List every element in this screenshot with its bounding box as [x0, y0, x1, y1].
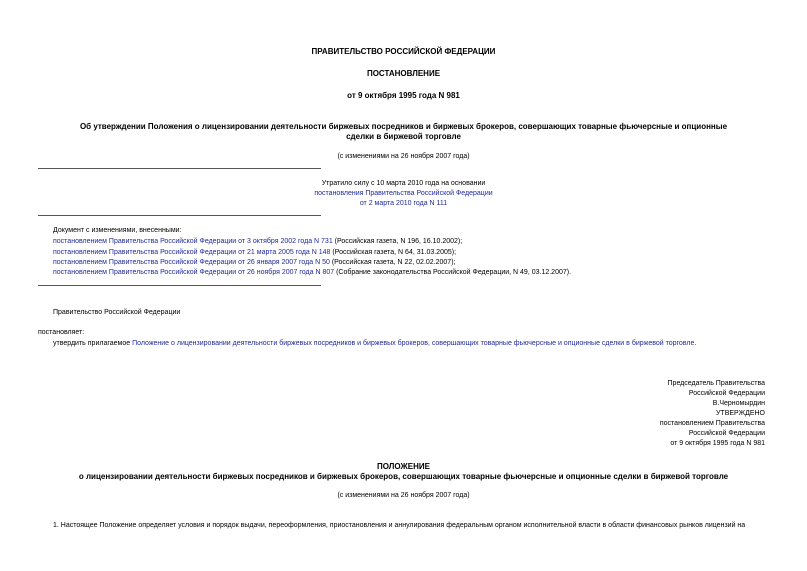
amendment-source: (Собрание законодательства Российской Федерации, N 49, 03.12.2007).: [334, 269, 572, 276]
amendment-item: [53, 269, 571, 276]
signature-line: постановлением Правительства: [659, 420, 765, 427]
approve-clause: утвердить прилагаемое Положение о лицензировании деятельности биржевых посредников и биржевых брокеров, совершающих товарные фьючерсные и опционные сделки в биржевой торговле.: [53, 340, 697, 347]
signature-line: УТВЕРЖДЕНО: [715, 410, 765, 417]
signature-line: В.Черномырдин: [712, 400, 765, 407]
amendments-intro: Документ с изменениями, внесенными:: [53, 227, 182, 234]
signature-line: Председатель Правительства: [667, 380, 765, 387]
amendment-source: (Российская газета, N 64, 31.03.2005);: [330, 249, 457, 256]
divider: [38, 168, 321, 169]
document-date-number: от 9 октября 1995 года N 981: [347, 91, 460, 100]
signature-line: Российской Федерации: [688, 430, 765, 437]
signature-line: от 9 октября 1995 года N 981: [670, 440, 765, 447]
amended-note: (с изменениями на 26 ноября 2007 года): [337, 153, 470, 160]
regulation-subheading: о лицензировании деятельности биржевых посредников и биржевых брокеров, совершающих товарные фьючерсные и опционные сделки в биржевой торговле: [78, 472, 729, 481]
expired-link-line2[interactable]: от 2 марта 2010 года N 111: [359, 200, 448, 207]
divider: [38, 215, 321, 216]
document-type: ПОСТАНОВЛЕНИЕ: [366, 69, 441, 78]
document-title-line1: Об утверждении Положения о лицензировании деятельности биржевых посредников и биржевых брокеров, совершающих товарные фьючерсные и опционные: [79, 122, 728, 131]
expired-link-line1[interactable]: постановления Правительства Российской Федерации: [314, 190, 493, 197]
amendment-link[interactable]: постановлением Правительства Российской Федерации от 26 ноября 2007 года N 807: [53, 269, 335, 276]
amendment-source: (Российская газета, N 22, 02.02.2007);: [329, 259, 456, 266]
signature-line: Российской Федерации: [688, 390, 765, 397]
amendment-source: (Российская газета, N 196, 16.10.2002);: [332, 238, 463, 245]
amendment-item: [53, 259, 455, 266]
regulation-paragraph-1: 1. Настоящее Положение определяет условия и порядок выдачи, переоформления, приостановления и аннулирования федеральным органом исполнительной власти в области финансовых рынков лицензий на: [53, 522, 746, 529]
amendment-item: [53, 238, 462, 245]
document-title-line2: сделки в биржевой торговле: [346, 132, 461, 141]
regulation-link[interactable]: Положение о лицензировании деятельности биржевых посредников и биржевых брокеров, совершающих товарные фьючерсные и опционные сделки в биржевой торговле: [132, 340, 695, 347]
amendment-link[interactable]: постановлением Правительства Российской Федерации от 21 марта 2005 года N 148: [53, 249, 331, 256]
expired-note: Утратило силу с 10 марта 2010 года на основании: [321, 180, 486, 187]
amendment-link[interactable]: постановлением Правительства Российской Федерации от 3 октября 2002 года N 731: [53, 238, 333, 245]
government-name: ПРАВИТЕЛЬСТВО РОССИЙСКОЙ ФЕДЕРАЦИИ: [311, 47, 496, 56]
divider: [38, 285, 321, 286]
government-subject: Правительство Российской Федерации: [53, 309, 181, 316]
regulation-amended-note: (с изменениями на 26 ноября 2007 года): [337, 492, 470, 499]
amendment-item: [53, 249, 456, 256]
decides-label: постановляет:: [38, 329, 85, 336]
amendment-link[interactable]: постановлением Правительства Российской Федерации от 26 января 2007 года N 50: [53, 259, 330, 266]
regulation-heading: ПОЛОЖЕНИЕ: [377, 462, 430, 471]
